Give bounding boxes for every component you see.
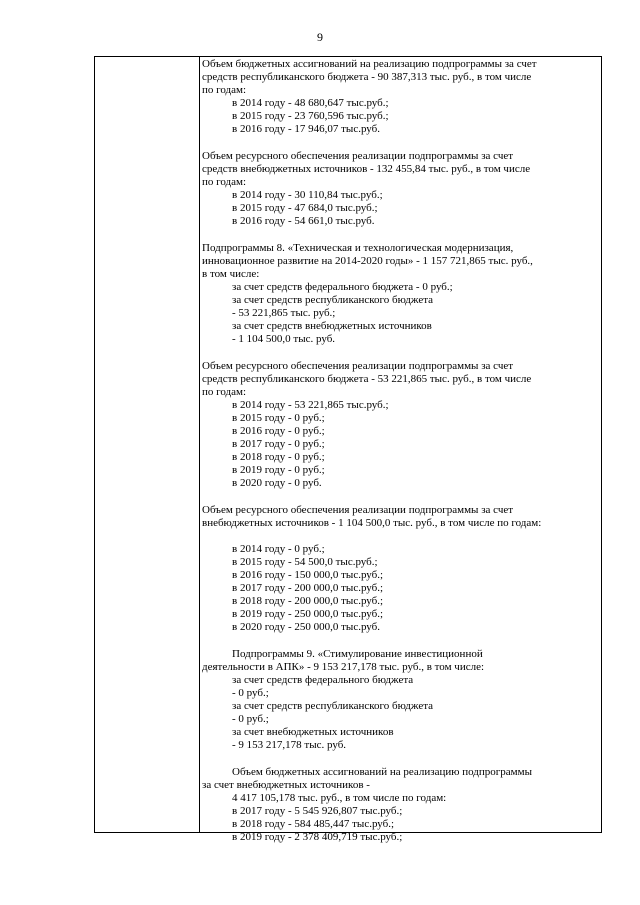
year-line: в 2014 году - 48 680,647 тыс.руб.;	[232, 97, 389, 109]
block-text-line: средств республиканского бюджета - 53 221,865 тыс. руб., в том числе	[202, 373, 532, 385]
source-line: за счет средств республиканского бюджета	[232, 700, 434, 712]
year-line: в 2015 году - 54 500,0 тыс.руб.;	[232, 556, 378, 568]
source-line: - 0 руб.;	[232, 687, 269, 699]
year-line: в 2016 году - 0 руб.;	[232, 425, 325, 437]
year-line: в 2019 году - 2 378 409,719 тыс.руб.;	[232, 831, 403, 843]
year-line: в 2014 году - 0 руб.;	[232, 543, 325, 555]
block-text-line: по годам:	[202, 386, 247, 398]
source-line: - 53 221,865 тыс. руб.;	[232, 307, 336, 319]
year-line: в 2019 году - 250 000,0 тыс.руб.;	[232, 608, 384, 620]
year-line: в 2017 году - 5 545 926,807 тыс.руб.;	[232, 805, 403, 817]
block-text-line: Подпрограммы 8. «Техническая и технологическая модернизация,	[202, 242, 514, 254]
source-line: - 9 153 217,178 тыс. руб.	[232, 739, 347, 751]
block-text-line: Объем бюджетных ассигнований на реализацию подпрограммы за счет	[202, 58, 537, 70]
subprogram-9-block	[202, 648, 601, 752]
year-line: в 2018 году - 584 485,447 тыс.руб.;	[232, 818, 395, 830]
subprogram-8-republican-block	[202, 360, 601, 490]
year-line: в 2017 году - 0 руб.;	[232, 438, 325, 450]
block-text-line: Объем ресурсного обеспечения реализации подпрограммы за счет	[202, 150, 514, 162]
source-line: за счет средств внебюджетных источников	[232, 320, 432, 332]
subprogram-9-extrabudgetary-block	[202, 766, 601, 844]
block-text-line: Объем ресурсного обеспечения реализации подпрограммы за счет	[202, 504, 514, 516]
source-line: - 1 104 500,0 тыс. руб.	[232, 333, 336, 345]
source-line: за счет средств федерального бюджета	[232, 674, 414, 686]
block-text-line: за счет внебюджетных источников -	[202, 779, 370, 791]
year-line: в 2014 году - 30 110,84 тыс.руб.;	[232, 189, 383, 201]
block-text-line: Подпрограммы 9. «Стимулирование инвестиционной	[232, 648, 483, 660]
block-text-line: деятельности в АПК» - 9 153 217,178 тыс. руб., в том числе:	[202, 661, 485, 673]
document-table	[94, 56, 602, 843]
block-text-line: Объем бюджетных ассигнований на реализацию подпрограммы	[232, 766, 532, 778]
source-line: за счет средств федерального бюджета - 0 руб.;	[232, 281, 453, 293]
year-line: 4 417 105,178 тыс. руб., в том числе по годам:	[232, 792, 447, 804]
year-line: в 2017 году - 200 000,0 тыс.руб.;	[232, 582, 384, 594]
column-divider	[199, 57, 200, 832]
year-line: в 2015 году - 47 684,0 тыс.руб.;	[232, 202, 378, 214]
year-line: в 2020 году - 250 000,0 тыс.руб.	[232, 621, 381, 633]
content-cell	[202, 58, 601, 844]
subprogram-8-block	[202, 242, 601, 346]
block-text-line: в том числе:	[202, 268, 260, 280]
block-text-line: средств внебюджетных источников - 132 455,84 тыс. руб., в том числе	[202, 163, 531, 175]
year-line: в 2014 году - 53 221,865 тыс.руб.;	[232, 399, 389, 411]
year-line: в 2015 году - 23 760,596 тыс.руб.;	[232, 110, 389, 122]
block-text-line: внебюджетных источников - 1 104 500,0 тыс. руб., в том числе по годам:	[202, 517, 542, 529]
block-text-line: средств республиканского бюджета - 90 387,313 тыс. руб., в том числе	[202, 71, 532, 83]
year-line: в 2020 году - 0 руб.	[232, 477, 322, 489]
block-text-line: инновационное развитие на 2014-2020 годы» - 1 157 721,865 тыс. руб.,	[202, 255, 533, 267]
spacer	[202, 530, 601, 543]
year-line: в 2018 году - 0 руб.;	[232, 451, 325, 463]
year-line: в 2016 году - 54 661,0 тыс.руб.	[232, 215, 375, 227]
source-line: - 0 руб.;	[232, 713, 269, 725]
source-line: за счет внебюджетных источников	[232, 726, 394, 738]
subprogram-extrabudgetary-block	[202, 150, 601, 228]
page-number: 9	[317, 30, 323, 44]
subprogram-8-extrabudgetary-block	[202, 504, 601, 634]
block-text-line: Объем ресурсного обеспечения реализации подпрограммы за счет	[202, 360, 514, 372]
year-line: в 2018 году - 200 000,0 тыс.руб.;	[232, 595, 384, 607]
year-line: в 2019 году - 0 руб.;	[232, 464, 325, 476]
year-line: в 2015 году - 0 руб.;	[232, 412, 325, 424]
year-line: в 2016 году - 17 946,07 тыс.руб.	[232, 123, 381, 135]
block-text-line: по годам:	[202, 176, 247, 188]
block-text-line: по годам:	[202, 84, 247, 96]
subprogram-republican-budget-block	[202, 58, 601, 136]
year-line: в 2016 году - 150 000,0 тыс.руб.;	[232, 569, 384, 581]
source-line: за счет средств республиканского бюджета	[232, 294, 434, 306]
